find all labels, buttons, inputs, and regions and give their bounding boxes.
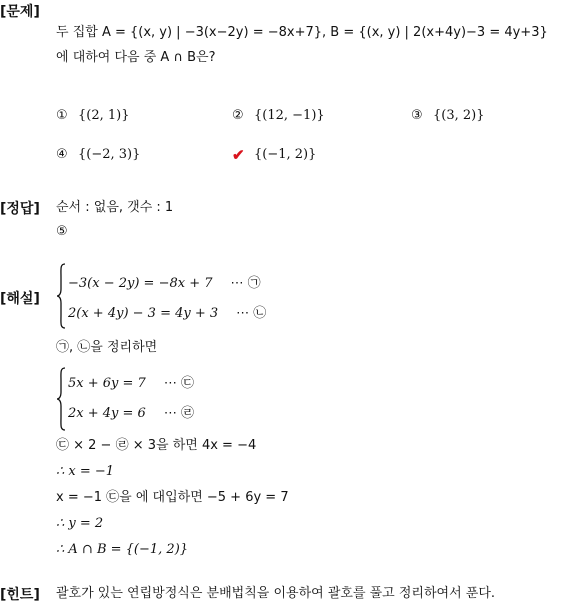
choice-text: {(12, −1)}	[254, 108, 325, 123]
choice-5[interactable]	[232, 145, 316, 165]
answer-line-1: 순서 : 없음, 갯수 : 1	[56, 200, 174, 215]
equation-row: 2x + 4y = 6 ⋯ ㉣	[68, 406, 194, 421]
choice-number: ④	[56, 147, 68, 162]
equation-tag: ⋯ ㉠	[230, 276, 261, 291]
checkmark-icon: ✔	[232, 146, 245, 164]
equation-tag: ⋯ ㉡	[236, 306, 267, 321]
choice-text: {(−1, 2)}	[254, 147, 317, 162]
choice-number: ②	[232, 108, 244, 123]
problem-line-2: 에 대하여 다음 중 A ∩ B은?	[56, 50, 216, 65]
equation-system-2	[56, 367, 276, 431]
solution-step-5: ∴ y = 2	[56, 516, 104, 531]
equation-row: −3(x − 2y) = −8x + 7 ⋯ ㉠	[68, 276, 261, 291]
hint-text: 괄호가 있는 연립방정식은 분배법칙을 이용하여 괄호를 풀고 정리하여서 푼다.	[56, 586, 496, 601]
choice-number: ①	[56, 108, 68, 123]
equation-tag: ⋯ ㉣	[163, 406, 194, 421]
choice-2[interactable]	[232, 106, 325, 126]
solution-step-1: ㉠, ㉡을 정리하면	[56, 340, 158, 355]
section-label-answer: [정답]	[0, 201, 40, 217]
equation-row: 5x + 6y = 7 ⋯ ㉢	[68, 376, 194, 391]
choice-3[interactable]	[411, 106, 485, 126]
solution-step-3: ∴ x = −1	[56, 464, 115, 479]
choice-1[interactable]	[56, 106, 130, 126]
equation-tag: ⋯ ㉢	[163, 376, 194, 391]
left-brace-icon	[56, 367, 66, 431]
equation-row: 2(x + 4y) − 3 = 4y + 3 ⋯ ㉡	[68, 306, 267, 321]
left-brace-icon	[56, 263, 66, 329]
choice-text: {(3, 2)}	[433, 108, 485, 123]
solution-step-4: x = −1 ㉢을 에 대입하면 −5 + 6y = 7	[56, 490, 289, 505]
section-label-hint: [힌트]	[0, 587, 40, 603]
answer-line-2: ⑤	[56, 224, 68, 239]
choice-number: ③	[411, 108, 423, 123]
problem-line-1: 두 집합 A = {(x, y) | −3(x−2y) = −8x+7}, B = {(x, y) | 2(x+4y)−3 = 4y+3}	[56, 25, 548, 40]
choice-4[interactable]	[56, 145, 140, 165]
solution-step-2: ㉢ × 2 − ㉣ × 3을 하면 4x = −4	[56, 438, 257, 453]
section-label-solution: [해설]	[0, 291, 40, 307]
section-label-problem: [문제]	[0, 4, 40, 20]
equation-system-1	[56, 263, 316, 329]
choice-text: {(−2, 3)}	[78, 147, 141, 162]
solution-step-6: ∴ A ∩ B = {(−1, 2)}	[56, 542, 189, 557]
choice-text: {(2, 1)}	[78, 108, 130, 123]
